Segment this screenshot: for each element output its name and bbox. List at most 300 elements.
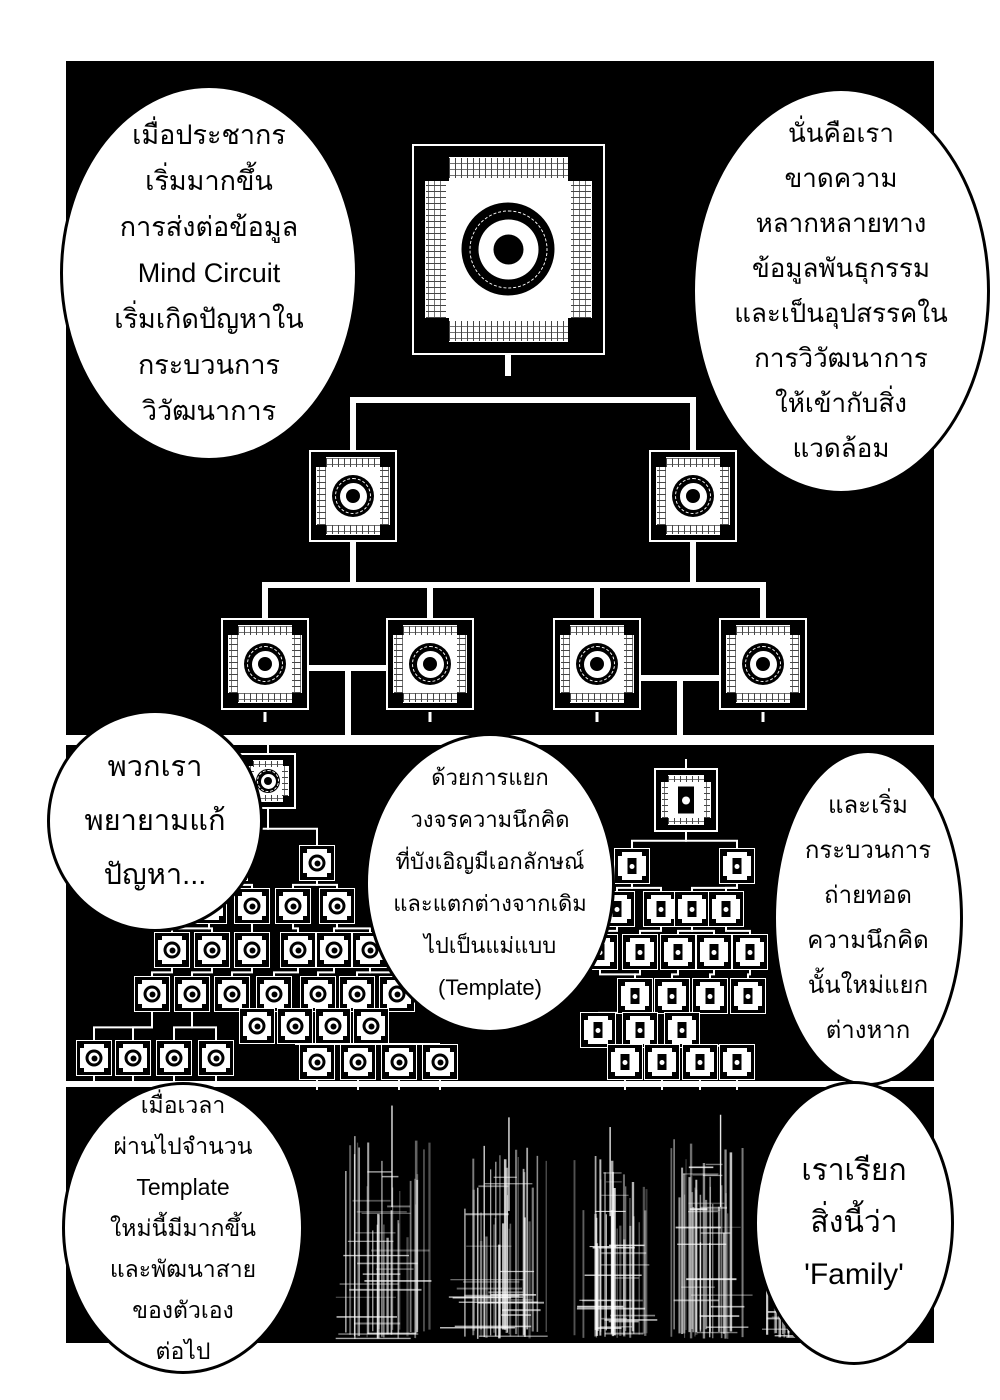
template-circuit-node <box>654 978 690 1014</box>
corner-block-icon <box>302 873 307 878</box>
corner-block-icon <box>736 894 741 899</box>
eye-icon <box>224 986 241 1003</box>
corner-block-icon <box>368 1072 373 1077</box>
slot-eye-icon <box>658 1054 667 1070</box>
eye-icon <box>310 986 327 1003</box>
circuit-trace-strip <box>282 766 288 796</box>
circuit-frame <box>283 935 313 965</box>
corner-block-icon <box>695 1006 700 1011</box>
eye-pupil <box>271 991 277 997</box>
eye-pupil <box>394 991 400 997</box>
corner-block-icon <box>182 935 187 940</box>
circuit-frame <box>667 1015 697 1045</box>
eye-icon <box>244 643 286 685</box>
template-circuit-node <box>622 1012 658 1048</box>
eye-pupil <box>292 1023 298 1029</box>
corner-block-icon <box>367 979 372 984</box>
circuit-trace-strip <box>668 776 704 782</box>
circuit-frame <box>278 891 308 921</box>
circuit-frame <box>722 851 752 881</box>
eye-pupil <box>396 1059 402 1065</box>
speech-line: นั่นคือเรา <box>787 118 894 148</box>
corner-block-icon <box>650 962 655 967</box>
corner-block-icon <box>384 1047 389 1052</box>
corner-block-icon <box>283 759 290 766</box>
speech-bubble-lack-of-diversity <box>692 88 990 494</box>
eye-icon <box>208 1050 225 1067</box>
mind-circuit-node <box>194 932 230 968</box>
corner-block-icon <box>758 981 763 986</box>
corner-block-icon <box>327 873 332 878</box>
eye-pupil <box>437 1059 443 1065</box>
eye-segment-ring <box>247 646 283 682</box>
circuit-trace-strip <box>662 782 668 818</box>
eye-ring <box>128 1053 139 1064</box>
corner-block-icon <box>647 1072 652 1077</box>
circuit-frame <box>685 1047 715 1077</box>
template-circuit-node <box>732 934 768 970</box>
circuit-frame <box>242 1011 272 1041</box>
template-circuit-node <box>660 934 696 970</box>
mind-circuit-node <box>256 976 292 1012</box>
mind-circuit-node <box>174 976 210 1012</box>
corner-block-icon <box>283 960 288 965</box>
circuit-frame <box>677 894 707 924</box>
corner-block-icon <box>343 1036 348 1041</box>
slot-eye-icon <box>657 901 666 917</box>
circuit-frame <box>217 979 247 1009</box>
corner-block-icon <box>620 981 625 986</box>
eye-icon <box>329 898 346 915</box>
circuit-frame <box>711 894 741 924</box>
corner-block-icon <box>722 876 727 881</box>
eye-segment-ring <box>412 646 448 682</box>
corner-block-icon <box>162 979 167 984</box>
corner-block-icon <box>283 796 290 803</box>
corner-block-icon <box>790 624 801 635</box>
slot-dot-icon <box>708 994 713 999</box>
speech-line: กระบวนการ <box>137 350 281 380</box>
corner-block-icon <box>688 962 693 967</box>
eye-ring <box>290 1021 301 1032</box>
mind-circuit-node <box>412 144 605 355</box>
slot-eye-icon <box>710 944 719 960</box>
eye-icon <box>391 1054 408 1071</box>
circuit-frame <box>384 1047 414 1077</box>
corner-block-icon <box>450 1072 455 1077</box>
eye-icon <box>309 1054 326 1071</box>
corner-block-icon <box>624 693 635 704</box>
mind-circuit-node <box>315 1008 351 1044</box>
corner-block-icon <box>318 1036 323 1041</box>
mind-circuit-node <box>422 1044 458 1080</box>
corner-block-icon <box>672 1072 677 1077</box>
corner-block-icon <box>758 1006 763 1011</box>
circuit-frame <box>655 456 731 536</box>
speech-line: Template <box>136 1173 230 1200</box>
corner-block-icon <box>655 525 666 536</box>
corner-block-icon <box>182 960 187 965</box>
corner-block-icon <box>237 960 242 965</box>
template-circuit-node <box>682 1044 718 1080</box>
eye-icon <box>363 1018 380 1035</box>
circuit-trace-strip <box>449 158 568 178</box>
slot-eye-icon <box>631 988 640 1004</box>
speech-line: หลากหลายทาง <box>755 208 927 238</box>
eye-icon <box>462 203 555 296</box>
circuit-frame <box>318 1011 348 1041</box>
circuit-frame <box>322 891 352 921</box>
corner-block-icon <box>226 1068 231 1073</box>
corner-block-icon <box>625 1015 630 1020</box>
eye-icon <box>266 986 283 1003</box>
eye-icon <box>164 942 181 959</box>
mind-circuit-node <box>649 450 737 542</box>
circuit-trace-strip <box>457 635 466 693</box>
corner-block-icon <box>319 935 324 940</box>
corner-block-icon <box>302 848 307 853</box>
corner-block-icon <box>720 525 731 536</box>
circuit-trace-strip <box>736 626 790 635</box>
corner-block-icon <box>450 1047 455 1052</box>
slot-dot-icon <box>623 1060 628 1065</box>
corner-block-icon <box>219 916 224 921</box>
slot-dot-icon <box>682 796 690 804</box>
mind-circuit-node <box>381 1044 417 1080</box>
corner-block-icon <box>650 937 655 942</box>
speech-line: แวดล้อม <box>792 433 890 463</box>
corner-block-icon <box>157 960 162 965</box>
corner-block-icon <box>559 693 570 704</box>
circuit-frame <box>392 624 468 704</box>
corner-block-icon <box>322 891 327 896</box>
circuit-trace-strip <box>403 626 457 635</box>
corner-block-icon <box>724 937 729 942</box>
circuit-trace-strip <box>326 525 380 534</box>
eye-segment-ring <box>257 770 279 792</box>
corner-block-icon <box>222 960 227 965</box>
slot-dot-icon <box>660 1060 665 1065</box>
mind-circuit-node <box>316 932 352 968</box>
slot-dot-icon <box>638 950 643 955</box>
eye-ring <box>352 989 363 1000</box>
circuit-trace-strip <box>238 626 292 635</box>
circuit-frame <box>695 981 725 1011</box>
mind-circuit-node <box>300 976 336 1012</box>
eye-icon <box>125 1050 142 1067</box>
corner-block-icon <box>747 851 752 856</box>
corner-block-icon <box>657 1006 662 1011</box>
eye-ring <box>288 901 299 912</box>
corner-block-icon <box>305 1011 310 1016</box>
speech-line: สิ่งนี้ว่า <box>810 1206 898 1239</box>
speech-line: การวิวัฒนาการ <box>754 343 928 373</box>
circuit-trace-strip <box>238 693 292 702</box>
circuit-trace-strip <box>449 321 568 341</box>
corner-block-icon <box>425 1047 430 1052</box>
corner-block-icon <box>685 1072 690 1077</box>
corner-block-icon <box>237 935 242 940</box>
slot-dot-icon <box>659 907 664 912</box>
slot-eye-icon <box>678 1022 687 1038</box>
corner-block-icon <box>677 894 682 899</box>
eye-pupil <box>330 1023 336 1029</box>
slot-eye-icon <box>746 944 755 960</box>
template-circuit-node <box>617 978 653 1014</box>
corner-block-icon <box>355 960 360 965</box>
mind-circuit-node <box>214 976 250 1012</box>
eye-icon <box>672 475 714 517</box>
slot-dot-icon <box>712 950 717 955</box>
corner-block-icon <box>790 693 801 704</box>
mind-circuit-node <box>386 618 474 710</box>
corner-block-icon <box>702 919 707 924</box>
corner-block-icon <box>184 1068 189 1073</box>
corner-block-icon <box>677 919 682 924</box>
speech-bubble-template-explanation <box>365 733 615 1033</box>
circuit-trace-strip <box>666 525 720 534</box>
slot-dot-icon <box>680 1028 685 1033</box>
slot-eye-icon <box>628 858 637 874</box>
template-circuit-node <box>580 1012 616 1048</box>
mind-circuit-node <box>339 976 375 1012</box>
corner-block-icon <box>79 1043 84 1048</box>
slot-dot-icon <box>615 907 620 912</box>
eye-icon <box>249 1018 266 1035</box>
mind-circuit-node <box>134 976 170 1012</box>
eye-pupil <box>314 1059 320 1065</box>
corner-block-icon <box>568 318 593 343</box>
circuit-trace-strip <box>570 626 624 635</box>
template-circuit-node <box>696 934 732 970</box>
eye-icon <box>290 942 307 959</box>
corner-block-icon <box>197 935 202 940</box>
circuit-frame <box>722 1047 752 1077</box>
eye-ring <box>293 945 304 956</box>
slot-eye-icon <box>636 944 645 960</box>
corner-block-icon <box>568 156 593 181</box>
circuit-trace-strip <box>668 818 704 824</box>
corner-block-icon <box>647 1047 652 1052</box>
corner-block-icon <box>682 1006 687 1011</box>
slot-dot-icon <box>690 907 695 912</box>
corner-block-icon <box>262 960 267 965</box>
circuit-frame <box>201 1043 231 1073</box>
eye-icon <box>204 942 221 959</box>
circuit-frame <box>319 935 349 965</box>
eye-icon <box>244 898 261 915</box>
eye-ring <box>312 1057 323 1068</box>
corner-block-icon <box>197 960 202 965</box>
circuit-trace-strip <box>394 635 403 693</box>
corner-block-icon <box>704 774 712 782</box>
corner-block-icon <box>625 937 630 942</box>
slot-eye-icon <box>621 1054 630 1070</box>
corner-block-icon <box>711 894 716 899</box>
circuit-frame <box>177 979 207 1009</box>
circuit-frame <box>657 981 687 1011</box>
eye-pupil <box>368 1023 374 1029</box>
speech-line: ผ่านไปจำนวน <box>113 1132 253 1159</box>
template-circuit-node <box>730 978 766 1014</box>
template-circuit-node <box>622 934 658 970</box>
circuit-frame <box>660 774 712 826</box>
corner-block-icon <box>242 1011 247 1016</box>
corner-block-icon <box>237 916 242 921</box>
corner-block-icon <box>226 1043 231 1048</box>
template-circuit-node <box>614 848 650 884</box>
speech-line: เราเรียก <box>801 1154 907 1187</box>
corner-block-icon <box>327 1047 332 1052</box>
corner-block-icon <box>724 962 729 967</box>
corner-block-icon <box>292 693 303 704</box>
eye-icon <box>432 1054 449 1071</box>
speech-line: 'Family' <box>804 1258 904 1291</box>
circuit-frame <box>197 935 227 965</box>
corner-block-icon <box>672 1047 677 1052</box>
corner-block-icon <box>610 937 615 942</box>
circuit-frame <box>159 1043 189 1073</box>
eye-icon <box>256 769 280 793</box>
eye-ring <box>365 945 376 956</box>
eye-ring <box>207 945 218 956</box>
corner-block-icon <box>645 981 650 986</box>
eye-icon <box>576 643 618 685</box>
eye-ring <box>169 1053 180 1064</box>
circuit-frame <box>303 979 333 1009</box>
corner-block-icon <box>259 979 264 984</box>
circuit-trace-strip <box>253 761 283 767</box>
eye-segment-ring <box>579 646 615 682</box>
circuit-frame <box>137 979 167 1009</box>
eye-pupil <box>213 1055 219 1061</box>
speech-line: วงจรความนึกคิด <box>410 807 570 832</box>
corner-block-icon <box>692 1015 697 1020</box>
corner-block-icon <box>407 1004 412 1009</box>
circuit-frame <box>647 1047 677 1077</box>
corner-block-icon <box>610 1072 615 1077</box>
circuit-trace-strip <box>292 635 301 693</box>
eye-pupil <box>249 947 255 953</box>
slot-eye-icon <box>674 944 683 960</box>
speech-line: พวกเรา <box>107 751 203 783</box>
corner-block-icon <box>347 891 352 896</box>
corner-block-icon <box>682 981 687 986</box>
eye-ring <box>394 1057 405 1068</box>
eye-pupil <box>189 991 195 997</box>
corner-block-icon <box>201 1068 206 1073</box>
mind-circuit-node <box>280 932 316 968</box>
corner-block-icon <box>344 935 349 940</box>
slot-dot-icon <box>630 864 635 869</box>
corner-block-icon <box>327 1072 332 1077</box>
corner-block-icon <box>735 962 740 967</box>
corner-block-icon <box>381 1011 386 1016</box>
corner-block-icon <box>583 1040 588 1045</box>
corner-block-icon <box>104 1068 109 1073</box>
corner-block-icon <box>278 916 283 921</box>
eye-icon <box>326 942 343 959</box>
slot-eye-icon <box>722 901 731 917</box>
circuit-frame <box>646 894 676 924</box>
eye-ring <box>269 989 280 1000</box>
slot-eye-icon <box>613 901 622 917</box>
eye-icon <box>332 475 374 517</box>
eye-icon <box>184 986 201 1003</box>
corner-block-icon <box>720 456 731 467</box>
eye-icon <box>325 1018 342 1035</box>
corner-block-icon <box>627 894 632 899</box>
corner-block-icon <box>704 818 712 826</box>
circuit-frame <box>425 1047 455 1077</box>
corner-block-icon <box>242 979 247 984</box>
circuit-frame <box>559 624 635 704</box>
corner-block-icon <box>384 1072 389 1077</box>
corner-block-icon <box>409 1047 414 1052</box>
eye-icon <box>144 986 161 1003</box>
mind-circuit-node <box>156 1040 192 1076</box>
circuit-frame <box>733 981 763 1011</box>
eye-ring <box>353 1057 364 1068</box>
corner-block-icon <box>343 1072 348 1077</box>
corner-block-icon <box>177 979 182 984</box>
corner-block-icon <box>667 1015 672 1020</box>
eye-segment-ring <box>469 210 547 288</box>
corner-block-icon <box>104 1043 109 1048</box>
speech-line: เริ่มเกิดปัญหาใน <box>114 304 304 334</box>
circuit-trace-strip <box>720 467 729 525</box>
speech-line: วิวัฒนาการ <box>141 396 277 426</box>
speech-line: ขาดความ <box>784 163 898 193</box>
corner-block-icon <box>322 916 327 921</box>
slot-dot-icon <box>596 1028 601 1033</box>
speech-line: เริ่มมากขึ้น <box>145 166 273 196</box>
corner-block-icon <box>380 525 391 536</box>
speech-line: นั้นใหม่แยก <box>807 972 929 999</box>
corner-block-icon <box>627 919 632 924</box>
corner-block-icon <box>635 1047 640 1052</box>
circuit-frame <box>620 981 650 1011</box>
slot-dot-icon <box>638 1028 643 1033</box>
corner-block-icon <box>710 1072 715 1077</box>
corner-block-icon <box>315 525 326 536</box>
corner-block-icon <box>424 318 449 343</box>
circuit-trace-strip <box>624 635 633 693</box>
speech-line: Mind Circuit <box>137 258 281 288</box>
corner-block-icon <box>227 693 238 704</box>
speech-bubble-we-call-this-family <box>754 1081 954 1365</box>
corner-block-icon <box>646 919 651 924</box>
circuit-frame <box>237 891 267 921</box>
corner-block-icon <box>143 1043 148 1048</box>
corner-block-icon <box>646 894 651 899</box>
circuit-trace-strip <box>317 467 326 525</box>
corner-block-icon <box>292 624 303 635</box>
eye-icon <box>86 1050 103 1067</box>
slot-eye-icon <box>733 858 742 874</box>
corner-block-icon <box>278 891 283 896</box>
slot-dot-icon <box>698 1060 703 1065</box>
eye-ring <box>392 989 403 1000</box>
corner-block-icon <box>381 1036 386 1041</box>
corner-block-icon <box>382 979 387 984</box>
speech-line: เมื่อเวลา <box>140 1091 226 1118</box>
mind-circuit-node <box>198 1040 234 1076</box>
circuit-frame <box>302 848 332 878</box>
circuit-trace-strip <box>657 467 666 525</box>
speech-line: และเริ่ม <box>828 792 908 819</box>
eye-ring <box>328 1021 339 1032</box>
